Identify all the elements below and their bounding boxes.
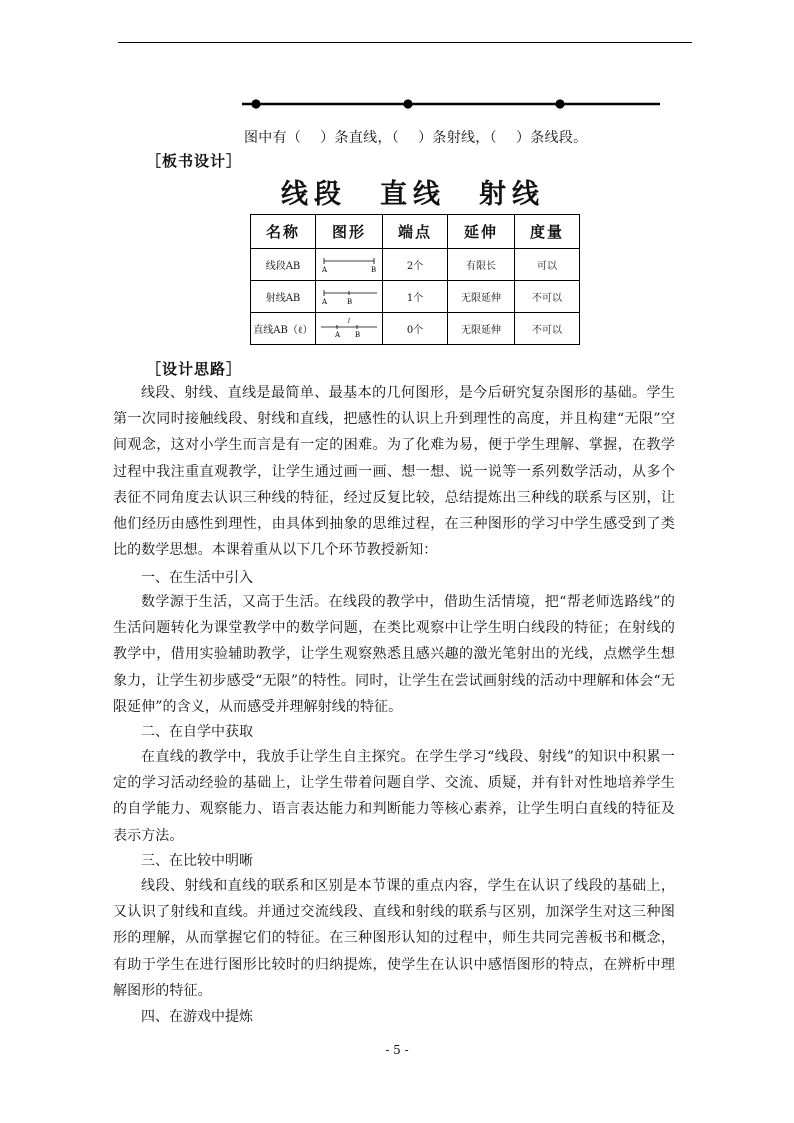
section-4-heading: 四、在游戏中提炼: [141, 1009, 253, 1025]
row-measure: 可以: [515, 249, 580, 281]
board-design-heading: ［板书设计］: [146, 152, 243, 170]
row-endpoints: 1个: [383, 281, 448, 313]
point-b-label: B: [347, 297, 353, 306]
point-b-label: B: [355, 330, 361, 339]
header-extend: 延伸: [448, 215, 515, 249]
point-a-label: A: [322, 265, 328, 274]
board-table: [250, 214, 580, 345]
segment-figure: [316, 249, 383, 281]
page-number: - 5 -: [385, 1043, 409, 1057]
row-measure: 不可以: [515, 313, 580, 345]
header-rule: [118, 42, 692, 43]
section-3-text: 线段、射线和直线的联系和区别是本节课的重点内容，学生在认识了线段的基础上，又认识了射线和直线。并通过交流线段、直线和射线的联系与区别，加深学生对这三种图形的理解，从而掌握它们的特征。在三种图形认知的过程中，师生共同完善板书和概念，有助于学生在进行图形比较时的归纳提炼，使学生在认识中感悟图形的特点，在辨析中理解图形的特征。: [113, 878, 675, 999]
three-point-line-figure: [240, 97, 662, 111]
intro-paragraph-text: 线段、射线、直线是最简单、最基本的几何图形，是今后研究复杂图形的基础。学生第一次同时接触线段、射线和直线，把感性的认识上升到理性的高度，并且构建“无限”空间观念，这对小学生而言是有一定的困难。为了化难为易，便于学生理解、掌握，在教学过程中我注重直观教学，让学生通过画一画、想一想、说一说等一系列数学活动，从多个表征不同角度去认识三种线的特征，经过反复比较，总结提炼出三种线的联系与区别，让他们经历由感性到理性，由具体到抽象的思维过程，在三种图形的学习中学生感受到了类比的数学思想。本课着重从以下几个环节教授新知：: [113, 385, 675, 559]
figure-point-1: [251, 99, 260, 108]
table-row: [251, 281, 580, 313]
row-extend: 无限延伸: [448, 281, 515, 313]
section-1-heading: 一、在生活中引入: [141, 570, 253, 586]
row-name: 射线AB: [251, 281, 316, 313]
point-a-label: A: [322, 297, 328, 306]
table-header-row: [251, 215, 580, 249]
section-2-paragraph: [113, 744, 675, 849]
header-name: 名称: [251, 215, 316, 249]
section-3-paragraph: [113, 873, 675, 1004]
header-figure: 图形: [316, 215, 383, 249]
intro-paragraph: [113, 380, 675, 563]
point-a-label: A: [335, 330, 341, 339]
figure-point-2: [403, 99, 412, 108]
design-idea-heading: ［设计思路］: [146, 360, 243, 378]
figure-point-3: [555, 99, 564, 108]
header-endpoints: 端点: [383, 215, 448, 249]
header-measure: 度量: [515, 215, 580, 249]
row-name: 线段AB: [251, 249, 316, 281]
row-extend: 无限延伸: [448, 313, 515, 345]
line-l-label: l: [348, 317, 350, 325]
section-2-heading: 二、在自学中获取: [141, 724, 253, 740]
table-row: [251, 249, 580, 281]
fill-blank-question: 图中有（ ）条直线，（ ）条射线，（ ）条线段。: [244, 130, 588, 146]
section-1-paragraph: [113, 589, 675, 720]
row-name: 直线AB（ℓ）: [251, 313, 316, 345]
section-3-heading: 三、在比较中明晰: [141, 853, 253, 869]
row-measure: 不可以: [515, 281, 580, 313]
ray-figure: [316, 281, 383, 313]
table-row: [251, 313, 580, 345]
row-extend: 有限长: [448, 249, 515, 281]
board-title: 线段 直线 射线: [281, 179, 545, 210]
point-b-label: B: [371, 265, 377, 274]
line-figure: [316, 313, 383, 345]
row-endpoints: 0个: [383, 313, 448, 345]
section-1-text: 数学源于生活，又高于生活。在线段的教学中，借助生活情境，把“帮老师选路线”的生活问题转化为课堂教学中的数学问题，在类比观察中让学生明白线段的特征；在射线的教学中，借用实验辅助教学，让学生观察熟悉且感兴趣的激光笔射出的光线，点燃学生想象力，让学生初步感受“无限”的特性。同时，让学生在尝试画射线的活动中理解和体会“无限延伸”的含义，从而感受并理解射线的特征。: [113, 594, 675, 715]
row-endpoints: 2个: [383, 249, 448, 281]
section-2-text: 在直线的教学中，我放手让学生自主探究。在学生学习“线段、射线”的知识中积累一定的学习活动经验的基础上，让学生带着问题自学、交流、质疑，并有针对性地培养学生的自学能力、观察能力、语言表达能力和判断能力等核心素养，让学生明白直线的特征及表示方法。: [113, 749, 675, 844]
